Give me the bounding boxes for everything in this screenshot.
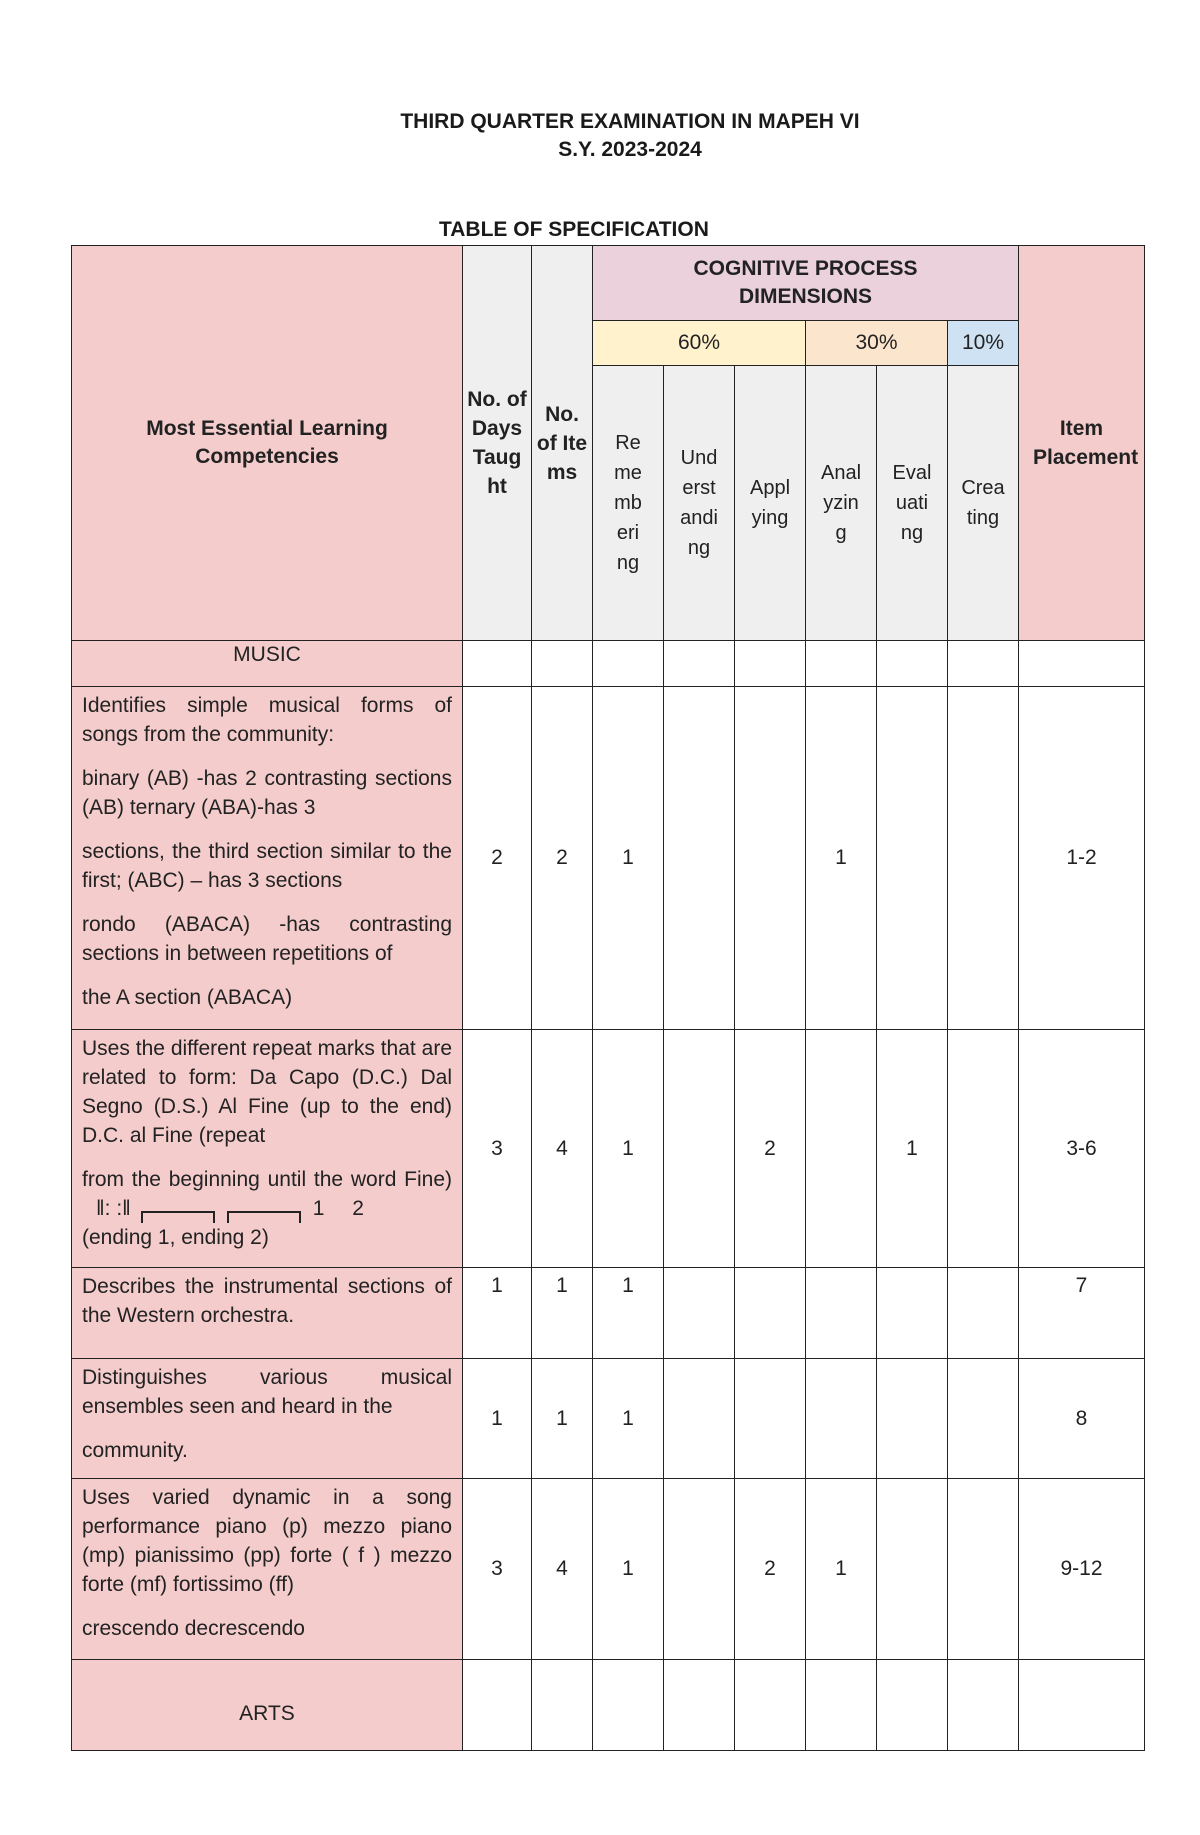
competency-cell: Identifies simple musical forms of songs from the community: binary (AB) -has 2 contrasting sections (AB) ternary (ABA)-has 3 sections, the third section similar to the first; (ABC) – has 3 sections rondo (ABACA) -has contrasting sections in between repetitions of the A section (ABACA) xyxy=(72,687,463,1030)
items-cell: 1 xyxy=(532,1268,593,1359)
cognitive-process-header: COGNITIVE PROCESS DIMENSIONS xyxy=(593,246,1019,321)
competencies-header: Most Essential Learning Competencies xyxy=(72,246,463,641)
remembering-header: Remembering xyxy=(593,366,664,641)
table-title: TABLE OF SPECIFICATION xyxy=(439,218,709,241)
music-section-label: MUSIC xyxy=(72,641,463,687)
competency-cell: Uses varied dynamic in a song performance piano (p) mezzo piano (mp) pianissimo (pp) forte ( f ) mezzo forte (mf) fortissimo (ff) crescendo decrescendo xyxy=(72,1479,463,1660)
evaluating-cell xyxy=(877,1359,948,1479)
creating-cell xyxy=(948,1359,1019,1479)
creating-cell xyxy=(948,1030,1019,1268)
exam-title: THIRD QUARTER EXAMINATION IN MAPEH VI xyxy=(400,110,860,133)
evaluating-cell xyxy=(877,687,948,1030)
arts-section-row xyxy=(72,1660,1145,1751)
remembering-cell: 1 xyxy=(593,687,664,1030)
specification-table xyxy=(71,245,1145,1751)
items-header: No. of Items xyxy=(532,246,593,641)
table-row xyxy=(72,1479,1145,1660)
creating-cell xyxy=(948,687,1019,1030)
remembering-cell: 1 xyxy=(593,1479,664,1660)
second-ending-bracket xyxy=(227,1211,301,1223)
pct-30-header: 30% xyxy=(806,321,948,366)
competency-cell: Describes the instrumental sections of the Western orchestra. xyxy=(72,1268,463,1359)
placement-cell: 3-6 xyxy=(1019,1030,1145,1268)
analyzing-header: Analyzing xyxy=(806,366,877,641)
placement-cell: 1-2 xyxy=(1019,687,1145,1030)
days-cell: 3 xyxy=(463,1030,532,1268)
header-row-1 xyxy=(72,246,1145,321)
items-cell: 1 xyxy=(532,1359,593,1479)
days-taught-header: No. of Days Taught xyxy=(463,246,532,641)
pct-60-header: 60% xyxy=(593,321,806,366)
applying-cell: 2 xyxy=(735,1030,806,1268)
understanding-cell xyxy=(664,1268,735,1359)
items-cell: 4 xyxy=(532,1030,593,1268)
placement-cell: 8 xyxy=(1019,1359,1145,1479)
competency-cell: Uses the different repeat marks that are related to form: Da Capo (D.C.) Dal Segno (D.S.) Al Fine (up to the end) D.C. al Fine (repeat from the beginning until the word Fine) ‖: :‖ 1 2 (ending 1, ending 2) xyxy=(72,1030,463,1268)
applying-cell xyxy=(735,1268,806,1359)
applying-cell xyxy=(735,687,806,1030)
analyzing-cell: 1 xyxy=(806,687,877,1030)
placement-cell: 7 xyxy=(1019,1268,1145,1359)
remembering-cell: 1 xyxy=(593,1030,664,1268)
creating-cell xyxy=(948,1479,1019,1660)
understanding-cell xyxy=(664,1359,735,1479)
understanding-cell xyxy=(664,687,735,1030)
first-ending-bracket xyxy=(141,1211,215,1223)
items-cell: 2 xyxy=(532,687,593,1030)
days-cell: 3 xyxy=(463,1479,532,1660)
table-row xyxy=(72,1030,1145,1268)
understanding-header: Understanding xyxy=(664,366,735,641)
applying-cell xyxy=(735,1359,806,1479)
remembering-cell: 1 xyxy=(593,1268,664,1359)
days-cell: 1 xyxy=(463,1268,532,1359)
evaluating-header: Evaluating xyxy=(877,366,948,641)
remembering-cell: 1 xyxy=(593,1359,664,1479)
pct-10-header: 10% xyxy=(948,321,1019,366)
repeat-marks: ‖: :‖ 1 2 xyxy=(96,1194,364,1223)
days-cell: 1 xyxy=(463,1359,532,1479)
arts-section-label: ARTS xyxy=(72,1660,463,1751)
applying-header: Applying xyxy=(735,366,806,641)
item-placement-header: Item Placement xyxy=(1019,246,1145,641)
items-cell: 4 xyxy=(532,1479,593,1660)
analyzing-cell xyxy=(806,1359,877,1479)
music-section-row xyxy=(72,641,1145,687)
creating-cell xyxy=(948,1268,1019,1359)
table-row xyxy=(72,687,1145,1030)
placement-cell: 9-12 xyxy=(1019,1479,1145,1660)
analyzing-cell xyxy=(806,1030,877,1268)
understanding-cell xyxy=(664,1479,735,1660)
evaluating-cell xyxy=(877,1479,948,1660)
school-year: S.Y. 2023-2024 xyxy=(558,138,702,161)
analyzing-cell xyxy=(806,1268,877,1359)
creating-header: Creating xyxy=(948,366,1019,641)
understanding-cell xyxy=(664,1030,735,1268)
evaluating-cell: 1 xyxy=(877,1030,948,1268)
competency-cell: Distinguishes various musical ensembles seen and heard in the community. xyxy=(72,1359,463,1479)
analyzing-cell: 1 xyxy=(806,1479,877,1660)
table-row xyxy=(72,1268,1145,1359)
evaluating-cell xyxy=(877,1268,948,1359)
days-cell: 2 xyxy=(463,687,532,1030)
table-row xyxy=(72,1359,1145,1479)
applying-cell: 2 xyxy=(735,1479,806,1660)
